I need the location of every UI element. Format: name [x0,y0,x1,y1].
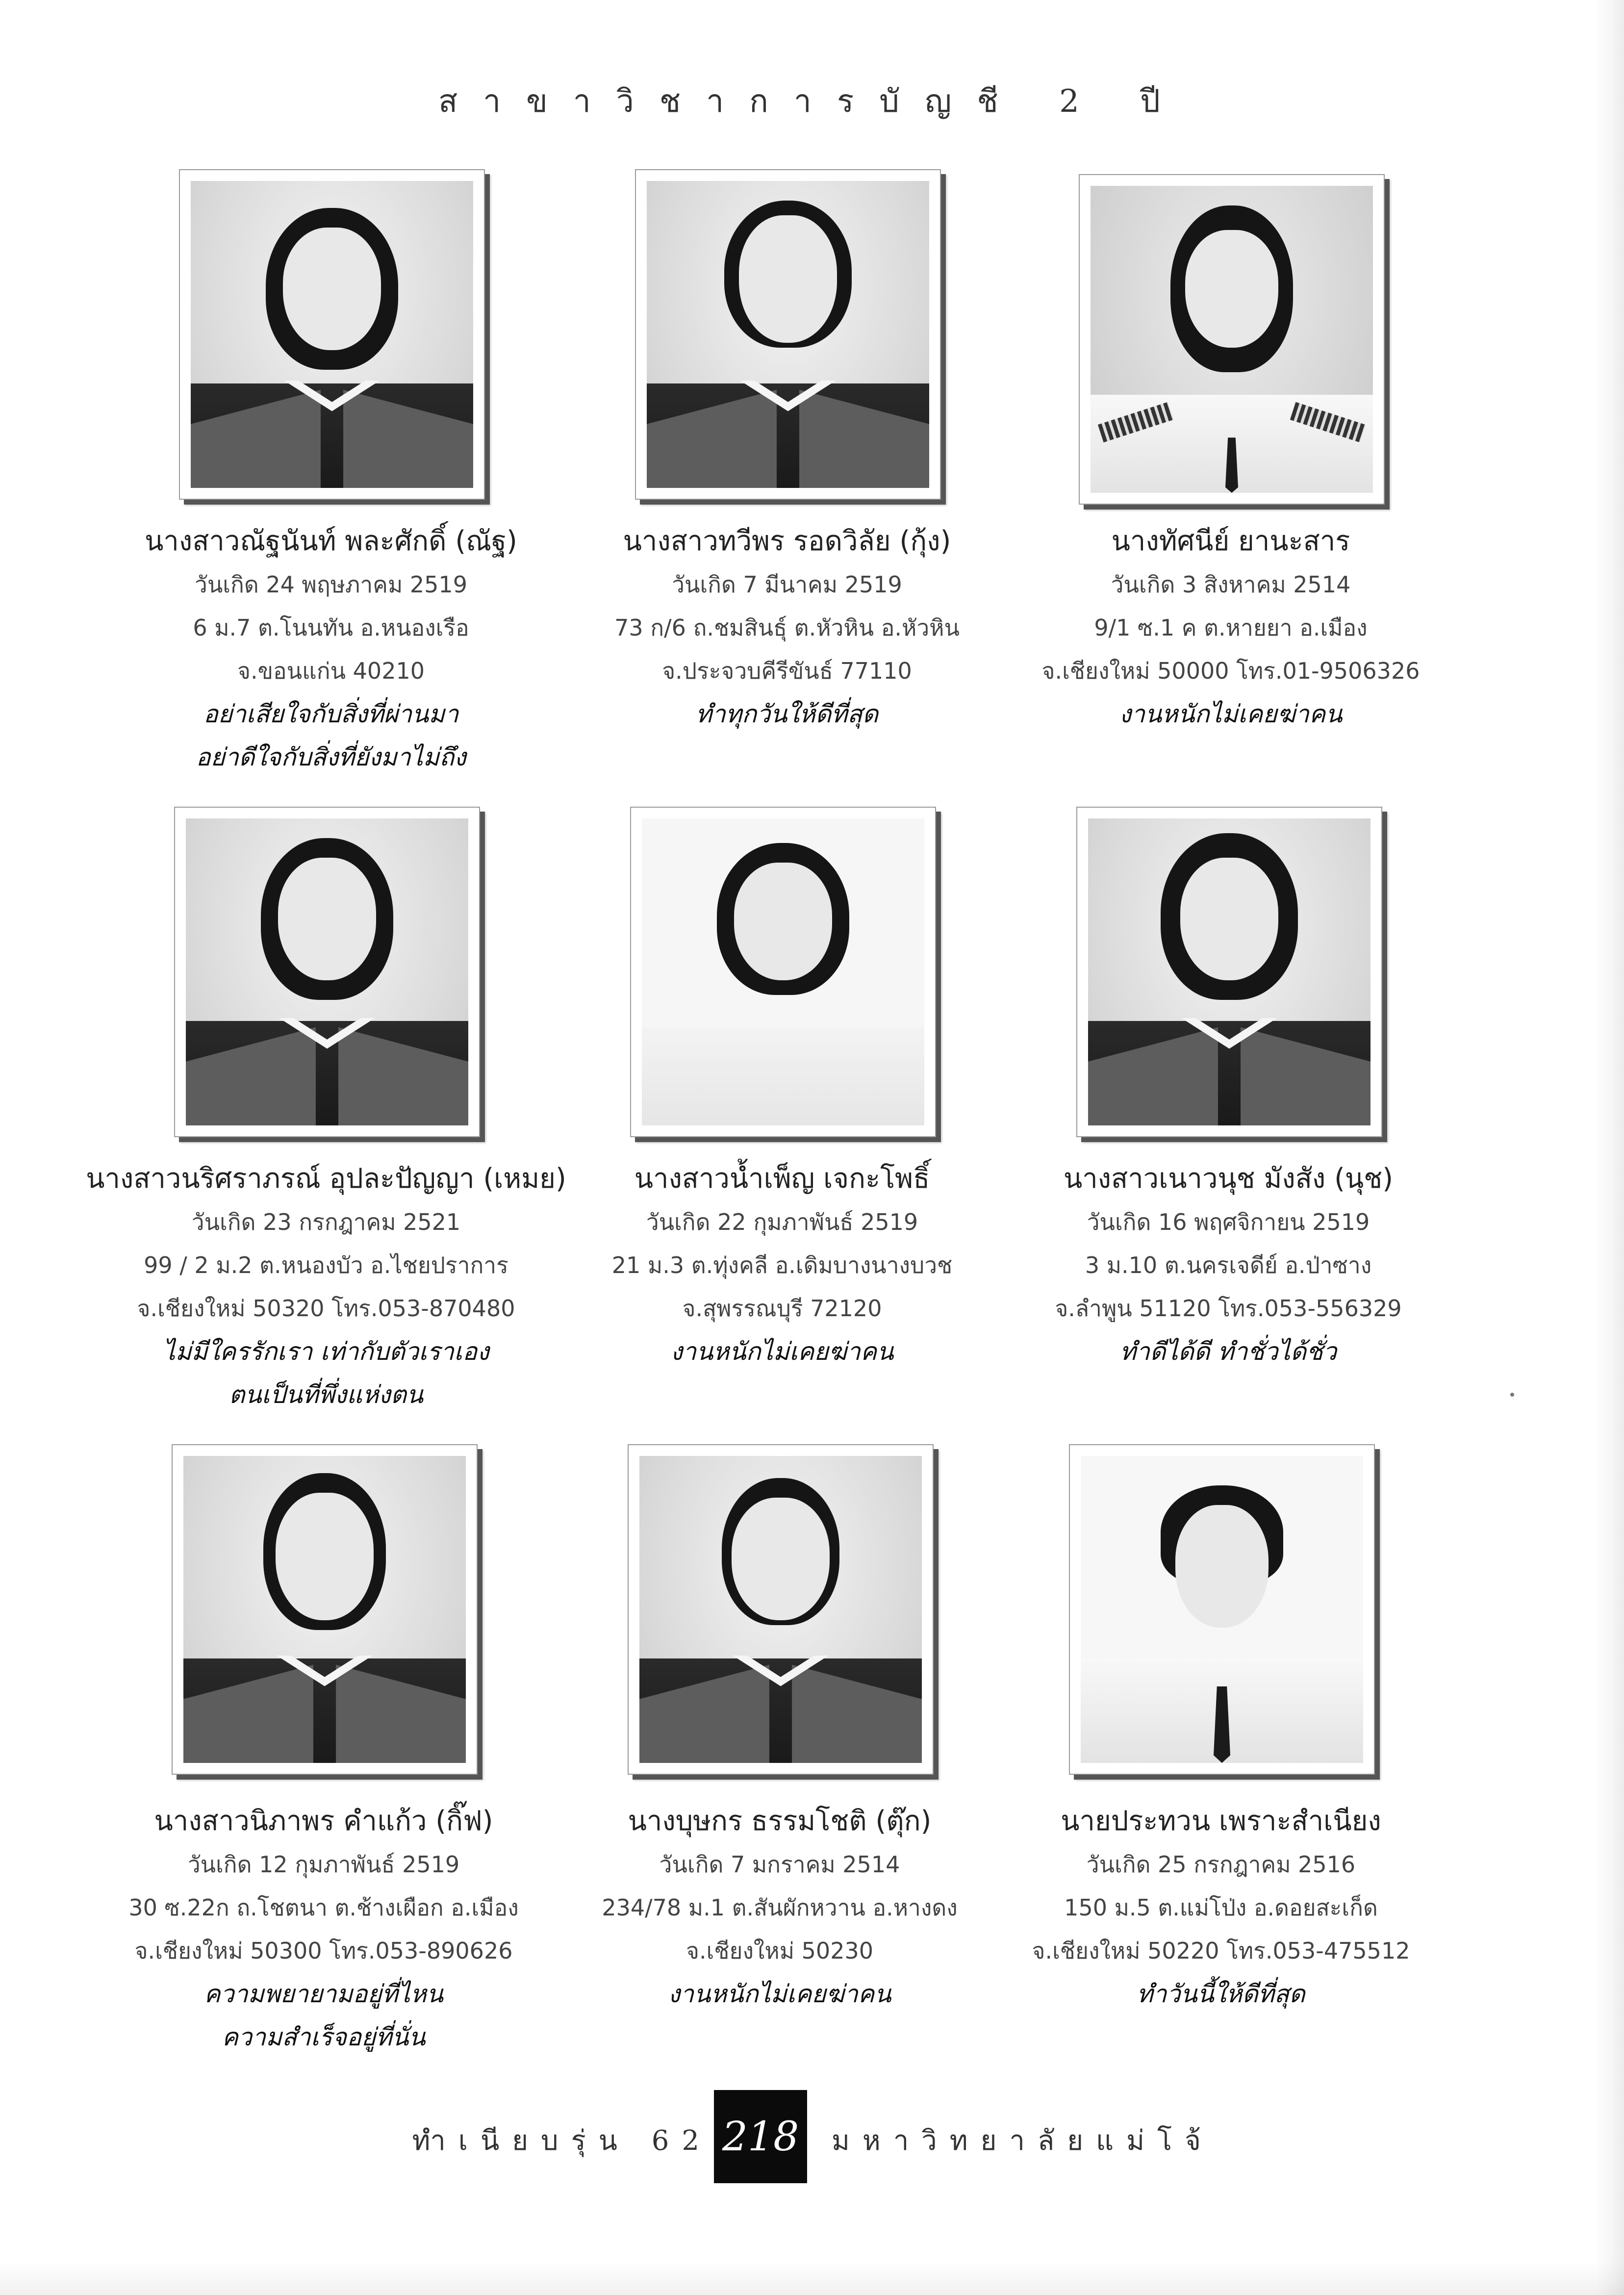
portrait-photo [1079,174,1385,505]
person-info [539,1800,1020,2015]
person-name: นางสาวเนาวนุช มังสัง (นุช) [1063,1163,1394,1195]
portrait-photo [630,807,936,1137]
person-name: นางสาวทวีพร รอดวิลัย (กุ้ง) [623,525,951,557]
motto: ไม่มีใครรักเรา เท่ากับตัวเราเอง [163,1337,489,1366]
person-info [547,520,1027,736]
portrait-photo [172,1444,478,1775]
birth-date: วันเกิด 16 พฤศจิกายน 2519 [1087,1209,1370,1235]
scan-speck [1510,1393,1514,1397]
address-line: จ.เชียงใหม่ 50300 โทร.053-890626 [134,1938,513,1964]
footer-university-name: มหาวิทยาลัยแม่โจ้ [832,2125,1214,2157]
birth-date: วันเกิด 7 มีนาคม 2519 [672,571,902,598]
motto: งานหนักไม่เคยฆ่าคน [668,1980,891,2008]
person-name: นายประทวน เพราะสำเนียง [1061,1805,1381,1837]
address-line: 73 ก/6 ถ.ชมสินธุ์ ต.หัวหิน อ.หัวหิน [614,614,960,641]
birth-date: วันเกิด 12 กุมภาพันธ์ 2519 [187,1851,460,1878]
person-name: นางสาวนริศราภรณ์ อุปละปัญญา (เหมย) [86,1163,566,1195]
motto: อย่าเสียใจกับสิ่งที่ผ่านมา [203,700,459,728]
person-info [988,1157,1469,1373]
address-line: จ.ประจวบคีรีขันธ์ 77110 [662,658,912,684]
motto: ตนเป็นที่พึ่งแห่งตน [228,1380,424,1409]
birth-date: วันเกิด 25 กรกฎาคม 2516 [1086,1851,1356,1878]
motto: งานหนักไม่เคยฆ่าคน [670,1337,894,1366]
address-line: จ.ขอนแก่น 40210 [237,658,425,684]
address-line: 234/78 ม.1 ต.สันผักหวาน อ.หางดง [602,1894,958,1921]
birth-date: วันเกิด 7 มกราคม 2514 [659,1851,900,1878]
motto: ทำทุกวันให้ดีที่สุด [695,700,879,728]
motto: งานหนักไม่เคยฆ่าคน [1119,700,1343,728]
page-edge-shadow [0,2261,1624,2295]
motto: ความสำเร็จอยู่ที่นั่น [222,2023,426,2051]
person-name: นางบุษกร ธรรมโชติ (ตุ๊ก) [628,1805,932,1837]
portrait-photo [179,169,485,500]
birth-date: วันเกิด 3 สิงหาคม 2514 [1111,571,1351,598]
address-line: 99 / 2 ม.2 ต.หนองบัว อ.ไชยปราการ [144,1252,508,1278]
address-line: 30 ซ.22ก ถ.โชตนา ต.ช้างเผือก อ.เมือง [128,1894,519,1921]
motto: อย่าดีใจกับสิ่งที่ยังมาไม่ถึง [196,743,466,771]
address-line: 150 ม.5 ต.แม่โป่ง อ.ดอยสะเก็ด [1064,1894,1378,1921]
address-line: จ.ลำพูน 51120 โทร.053-556329 [1055,1295,1402,1322]
person-info [981,1800,1461,2015]
person-info [83,1800,564,2059]
birth-date: วันเกิด 23 กรกฎาคม 2521 [191,1209,461,1235]
person-name: นางสาวน้ำเพ็ญ เจกะโพธิ์ [634,1163,930,1195]
address-line: 6 ม.7 ต.โนนทัน อ.หนองเรือ [193,614,469,641]
page-footer [0,2090,1624,2183]
motto: ทำดีได้ดี ทำชั่วได้ชั่ว [1119,1337,1337,1366]
motto: ความพยายามอยู่ที่ไหน [204,1980,443,2008]
person-name: นางสาวนิภาพร คำแก้ว (กิ๊ฟ) [154,1805,493,1837]
portrait-photo [628,1444,934,1775]
portrait-photo [1076,807,1382,1137]
person-info [542,1157,1022,1373]
birth-date: วันเกิด 24 พฤษภาคม 2519 [195,571,467,598]
address-line: จ.เชียงใหม่ 50220 โทร.053-475512 [1032,1938,1410,1964]
person-name: นางสาวณัฐนันท์ พละศักดิ์ (ณัฐ) [145,525,517,557]
address-line: จ.เชียงใหม่ 50230 [686,1938,873,1964]
portrait-photo [1069,1444,1375,1775]
portrait-grid [86,164,1496,2052]
person-info [86,1157,566,1416]
address-line: 9/1 ซ.1 ค ต.หายยา อ.เมือง [1094,614,1368,641]
person-info [990,520,1471,736]
person-name: นางทัศนีย์ ยานะสาร [1111,525,1350,557]
address-line: จ.สุพรรณบุรี 72120 [682,1295,882,1322]
address-line: จ.เชียงใหม่ 50000 โทร.01-9506326 [1041,658,1420,684]
portrait-photo [635,169,941,500]
person-info [91,520,571,779]
address-line: 3 ม.10 ต.นครเจดีย์ อ.ป่าซาง [1085,1252,1372,1278]
birth-date: วันเกิด 22 กุมภาพันธ์ 2519 [646,1209,918,1235]
page-edge-shadow [1595,0,1624,2295]
page-number: 218 [714,2090,807,2183]
footer-yearbook-title: ทำเนียบรุ่น 62 [412,2125,712,2157]
motto: ทำวันนี้ให้ดีที่สุด [1137,1980,1305,2008]
section-title: สาขาวิชาการบัญชี 2 ปี [438,83,1186,120]
address-line: จ.เชียงใหม่ 50320 โทร.053-870480 [137,1295,515,1322]
address-line: 21 ม.3 ต.ทุ่งคลี อ.เดิมบางนางบวช [611,1252,953,1278]
portrait-photo [174,807,480,1137]
